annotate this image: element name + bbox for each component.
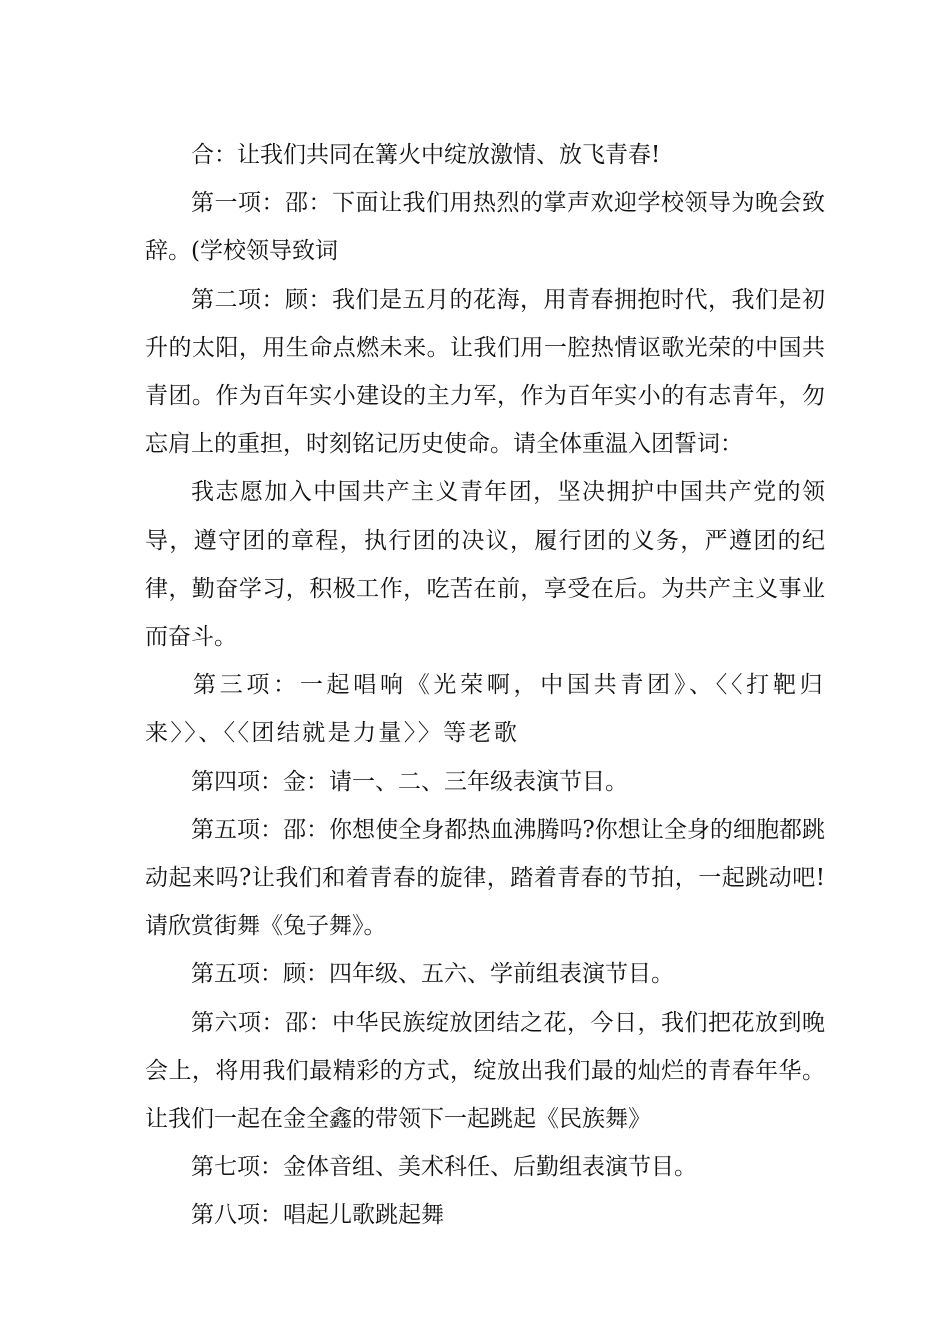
paragraph-item-5b: 第五项：顾：四年级、五六、学前组表演节目。 bbox=[191, 961, 674, 988]
paragraph-item-1: 第一项：邵：下面让我们用热烈的掌声欢迎学校领导为晚会致辞。(学校领导致词 bbox=[145, 190, 825, 265]
paragraph-item-3: 第三项：一起唱响《光荣啊，中国共青团》、〈〈打靶归来〉〉、〈〈团结就是力量〉〉等老歌 bbox=[145, 672, 825, 747]
paragraph-item-4: 第四项：金：请一、二、三年级表演节目。 bbox=[191, 768, 628, 795]
paragraph-item-7: 第七项：金体音组、美术科任、后勤组表演节目。 bbox=[191, 1154, 697, 1181]
paragraph-item-2: 第二项：顾：我们是五月的花海，用青春拥抱时代，我们是初升的太阳，用生命点燃未来。让我们用一腔热情讴歌光荣的中国共青团。作为百年实小建设的主力军，作为百年实小的有志青年，勿忘肩上的重担，时刻铭记历史使命。请全体重温入团誓词： bbox=[145, 286, 825, 458]
paragraph-oath: 我志愿加入中国共产主义青年团，坚决拥护中国共产党的领导，遵守团的章程，执行团的决议，履行团的义务，严遵团的纪律，勤奋学习，积极工作，吃苦在前，享受在后。为共产主义事业而奋斗。 bbox=[145, 479, 825, 651]
paragraph-closing-line: 合：让我们共同在篝火中绽放激情、放飞青春! bbox=[191, 142, 661, 168]
paragraph-item-5a: 第五项：邵：你想使全身都热血沸腾吗?你想让全身的细胞都跳动起来吗?让我们和着青春的旋律，踏着青春的节拍，一起跳动吧!请欣赏街舞《兔子舞》。 bbox=[145, 816, 825, 940]
paragraph-item-6: 第六项：邵：中华民族绽放团结之花，今日，我们把花放到晚会上，将用我们最精彩的方式，绽放出我们最的灿烂的青春年华。让我们一起在金全鑫的带领下一起跳起《民族舞》 bbox=[145, 1009, 825, 1133]
paragraph-item-8: 第八项：唱起儿歌跳起舞 bbox=[191, 1202, 444, 1229]
document-body bbox=[145, 131, 825, 1240]
